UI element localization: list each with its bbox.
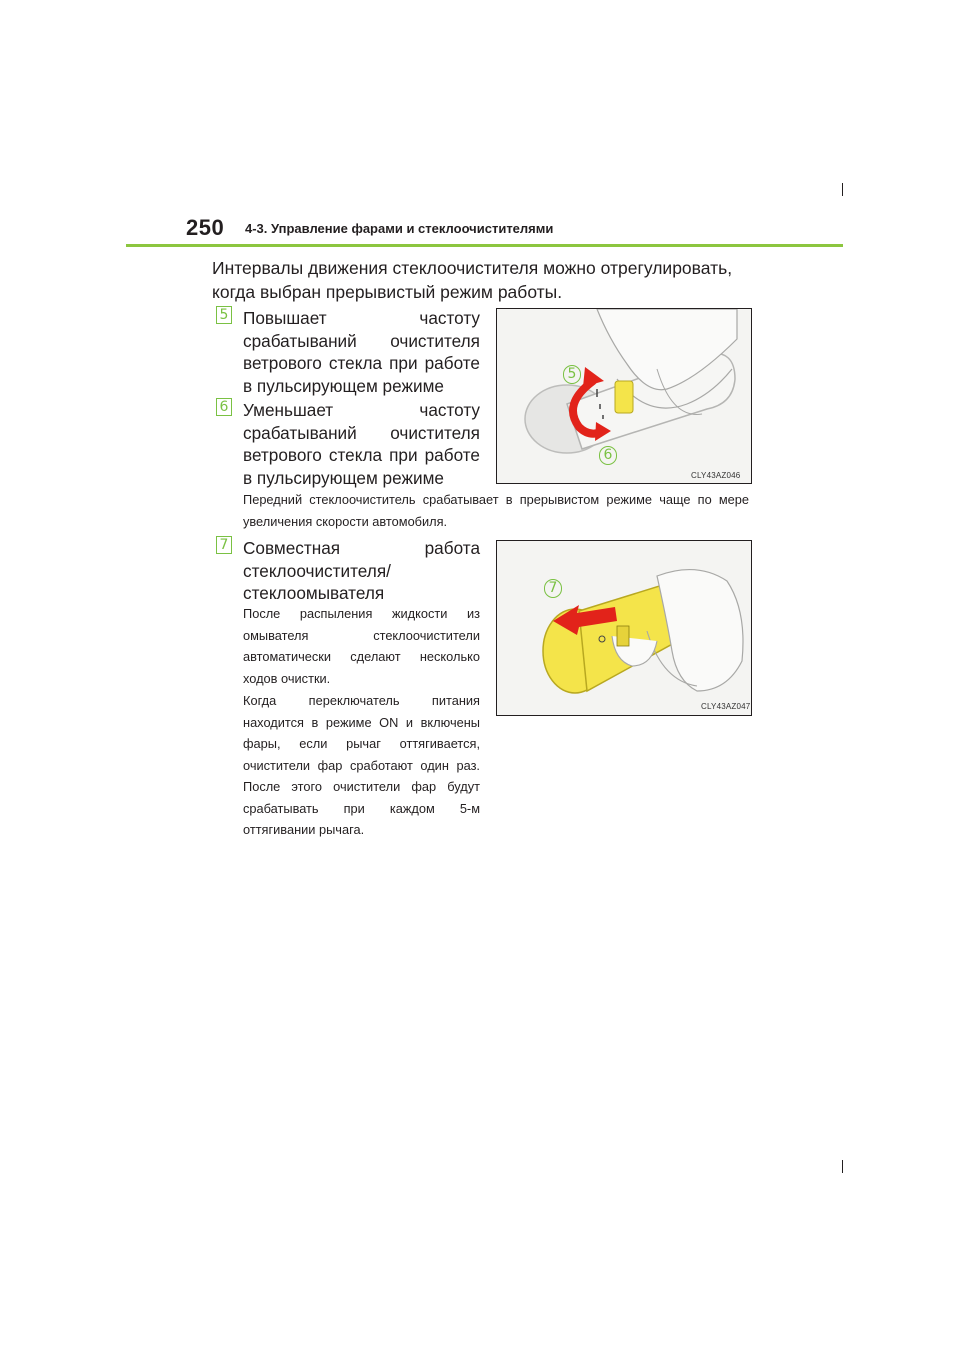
figure-wiper-interval xyxy=(496,308,752,484)
item-text-6: Уменьшает частоту срабатываний очистителя ветрового стекла при работе в пульсирующем режиме xyxy=(243,400,480,488)
section-title: 4-3. Управление фарами и стеклоочистителями xyxy=(245,221,554,236)
wiper-lever-illustration-2 xyxy=(497,541,751,715)
page-number: 250 xyxy=(186,215,225,240)
crop-mark-bottom xyxy=(842,1160,843,1173)
item-badge-5: 5 xyxy=(216,306,232,324)
intro-paragraph: Интервалы движения стеклоочистителя можно отрегулировать, когда выбран прерывистый режим работы. xyxy=(212,258,733,302)
callout-5: 5 xyxy=(563,365,581,384)
note-headlights: Когда переключатель питания находится в режиме ON и включены фары, если рычаг оттягивается, очистители фар сработают один раз. После этого очистители фар будут срабатывать при каждом 5-м оттягивании рычага. xyxy=(243,693,480,837)
item-badge-7: 7 xyxy=(216,536,232,554)
figure-washer xyxy=(496,540,752,716)
callout-7: 7 xyxy=(544,579,562,598)
item-text-7: Совместная работа стеклоочистителя/ стеклоомывателя xyxy=(243,538,480,603)
callout-6: 6 xyxy=(599,446,617,465)
item-badge-6: 6 xyxy=(216,398,232,416)
note-spray: После распыления жидкости из омывателя стеклоочистители автоматически сделают несколько ходов очистки. xyxy=(243,606,480,686)
figure-code: CLY43AZ047 xyxy=(701,702,751,711)
figure-code: CLY43AZ046 xyxy=(691,471,741,480)
header-rule xyxy=(126,244,843,247)
crop-mark-top xyxy=(842,183,843,196)
note-speed: Передний стеклоочиститель срабатывает в прерывистом режиме чаще по мере увеличения скорости автомобиля. xyxy=(243,492,749,529)
wiper-lever-illustration-1 xyxy=(497,309,751,483)
item-text-5: Повышает частоту срабатываний очистителя ветрового стекла при работе в пульсирующем режиме xyxy=(243,308,480,396)
